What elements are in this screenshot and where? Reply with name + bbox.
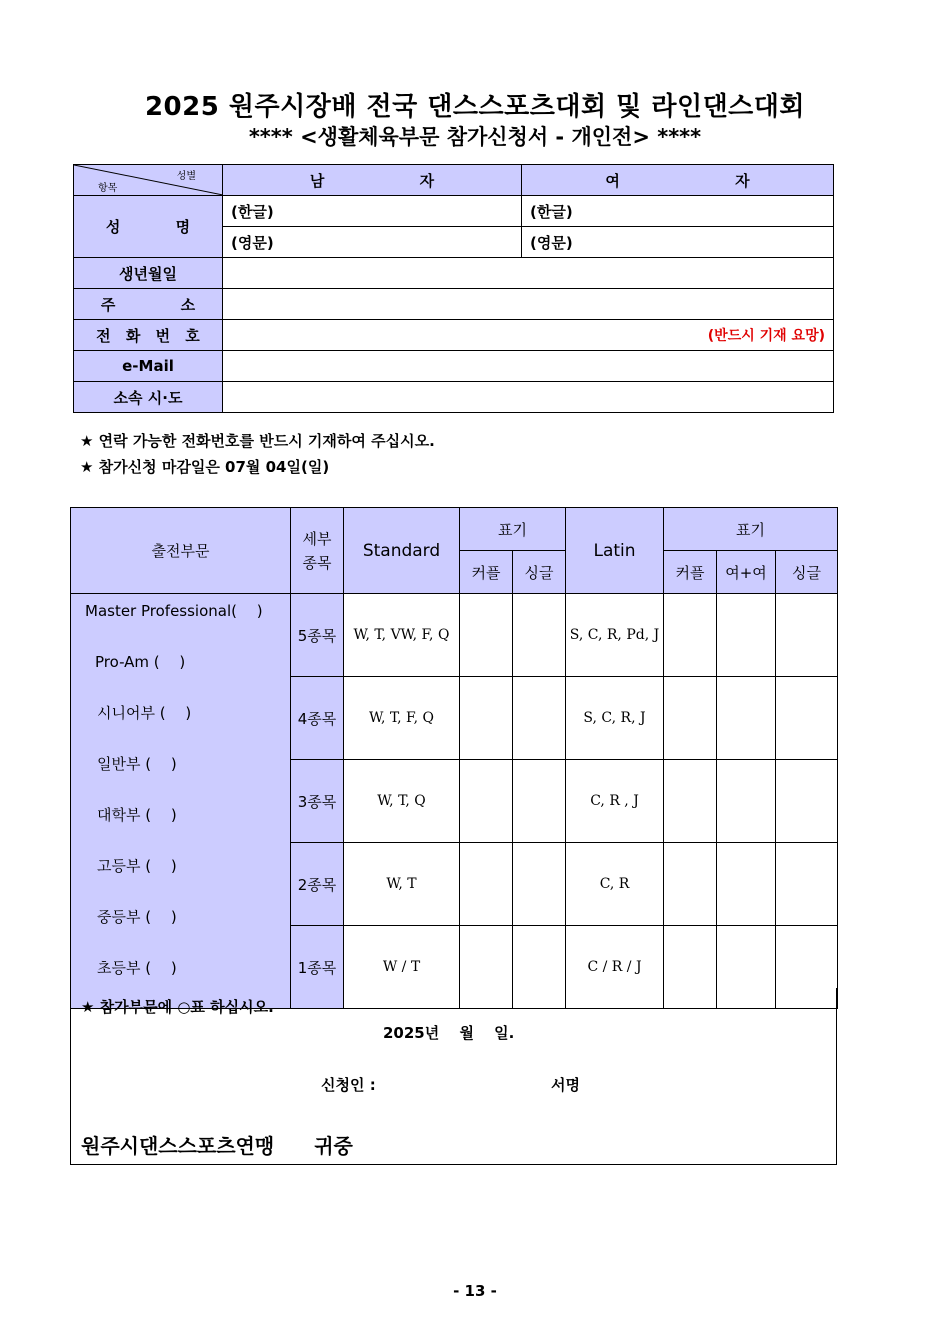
email-field[interactable]: [223, 351, 834, 382]
standard-dances: W, T, Q: [344, 760, 460, 843]
birth-field[interactable]: [223, 258, 834, 289]
division-item[interactable]: 대학부 ( ): [97, 806, 177, 824]
latin-dances: C, R , J: [566, 760, 664, 843]
latin-dances: C, R: [566, 843, 664, 926]
latin-dances: S, C, R, J: [566, 677, 664, 760]
standard-single-header: 싱글: [513, 551, 566, 594]
note-deadline: ★ 참가신청 마감일은 07월 04일(일): [80, 458, 330, 476]
latin-dances: C / R / J: [566, 926, 664, 1009]
header-diagonal-cell: [74, 165, 223, 196]
division-item[interactable]: 초등부 ( ): [97, 959, 177, 977]
header-item: 항목: [98, 183, 118, 194]
standard-dances: W, T: [344, 843, 460, 926]
detail-header: 세부 종목: [291, 508, 344, 594]
region-field[interactable]: [223, 382, 834, 413]
detail-cell: 2종목: [291, 843, 344, 926]
mark-instruction: ★ 참가부문에 ○표 하십시오.: [81, 998, 274, 1016]
page-number: - 13 -: [453, 1282, 497, 1300]
latin-ff-header: 여+여: [717, 551, 776, 594]
division-item[interactable]: 고등부 ( ): [97, 857, 177, 875]
mark-cell[interactable]: [664, 677, 717, 760]
standard-header: Standard: [344, 508, 460, 594]
note-phone: ★ 연락 가능한 전화번호를 반드시 기재하여 주십시오.: [80, 432, 435, 450]
division-item[interactable]: 일반부 ( ): [97, 755, 177, 773]
latin-header: Latin: [566, 508, 664, 594]
female-header: 여 자: [522, 165, 834, 196]
region-label: 소속 시·도: [74, 382, 223, 413]
mark-cell[interactable]: [460, 677, 513, 760]
mark-cell[interactable]: [717, 843, 776, 926]
division-item[interactable]: Master Professional( ): [85, 602, 263, 620]
mark-cell[interactable]: [664, 843, 717, 926]
division-header: 출전부문: [71, 508, 291, 594]
standard-dances: W / T: [344, 926, 460, 1009]
email-label: e-Mail: [74, 351, 223, 382]
division-list: [71, 594, 291, 1009]
mark-cell[interactable]: [664, 594, 717, 677]
division-item[interactable]: Pro-Am ( ): [95, 653, 186, 671]
detail-cell: 3종목: [291, 760, 344, 843]
mark-cell[interactable]: [664, 760, 717, 843]
page-title: 2025 원주시장배 전국 댄스스포츠대회 및 라인댄스대회: [144, 92, 806, 122]
signature-label: 서명: [551, 1076, 580, 1094]
standard-dances: W, T, VW, F, Q: [344, 594, 460, 677]
events-table: [70, 507, 838, 1009]
mark-cell[interactable]: [776, 677, 838, 760]
male-header: 남 자: [223, 165, 522, 196]
page-subtitle: **** <생활체육부문 참가신청서 - 개인전> ****: [248, 125, 702, 149]
mark-cell[interactable]: [776, 594, 838, 677]
address-field[interactable]: [223, 289, 834, 320]
applicant-label: 신청인 :: [321, 1076, 376, 1094]
mark-cell[interactable]: [776, 843, 838, 926]
header-gender: 성별: [176, 171, 196, 182]
diagonal-line: [74, 165, 223, 195]
mark-cell[interactable]: [513, 594, 566, 677]
phone-label: 전 화 번 호: [74, 320, 223, 351]
detail-cell: 4종목: [291, 677, 344, 760]
birth-label: 생년월일: [74, 258, 223, 289]
division-item[interactable]: 시니어부 ( ): [97, 704, 192, 722]
mark-cell[interactable]: [513, 843, 566, 926]
mark-cell[interactable]: [513, 677, 566, 760]
mark-cell[interactable]: [717, 760, 776, 843]
mark-cell[interactable]: [717, 677, 776, 760]
latin-mark-header: 표기: [664, 508, 838, 551]
female-english-name-field[interactable]: (영문): [522, 227, 834, 258]
mark-cell[interactable]: [776, 760, 838, 843]
phone-field[interactable]: (반드시 기재 요망): [223, 320, 834, 351]
standard-couple-header: 커플: [460, 551, 513, 594]
mark-cell[interactable]: [513, 760, 566, 843]
standard-dances: W, T, F, Q: [344, 677, 460, 760]
male-english-name-field[interactable]: (영문): [223, 227, 522, 258]
standard-mark-header: 표기: [460, 508, 566, 551]
female-korean-name-field[interactable]: (한글): [522, 196, 834, 227]
application-date[interactable]: 2025년 월 일.: [383, 1024, 515, 1042]
division-item[interactable]: 중등부 ( ): [97, 908, 177, 926]
latin-single-header: 싱글: [776, 551, 838, 594]
detail-cell: 1종목: [291, 926, 344, 1009]
applicant-info-table: [73, 164, 834, 413]
latin-couple-header: 커플: [664, 551, 717, 594]
name-label: 성 명: [74, 196, 223, 258]
detail-cell: 5종목: [291, 594, 344, 677]
mark-cell[interactable]: [460, 843, 513, 926]
address-label: 주 소: [74, 289, 223, 320]
mark-cell[interactable]: [460, 760, 513, 843]
mark-cell[interactable]: [460, 594, 513, 677]
mark-cell[interactable]: [717, 594, 776, 677]
signature-section: [70, 988, 837, 1165]
male-korean-name-field[interactable]: (한글): [223, 196, 522, 227]
latin-dances: S, C, R, Pd, J: [566, 594, 664, 677]
organization-name: 원주시댄스스포츠연맹 귀중: [81, 1134, 353, 1158]
